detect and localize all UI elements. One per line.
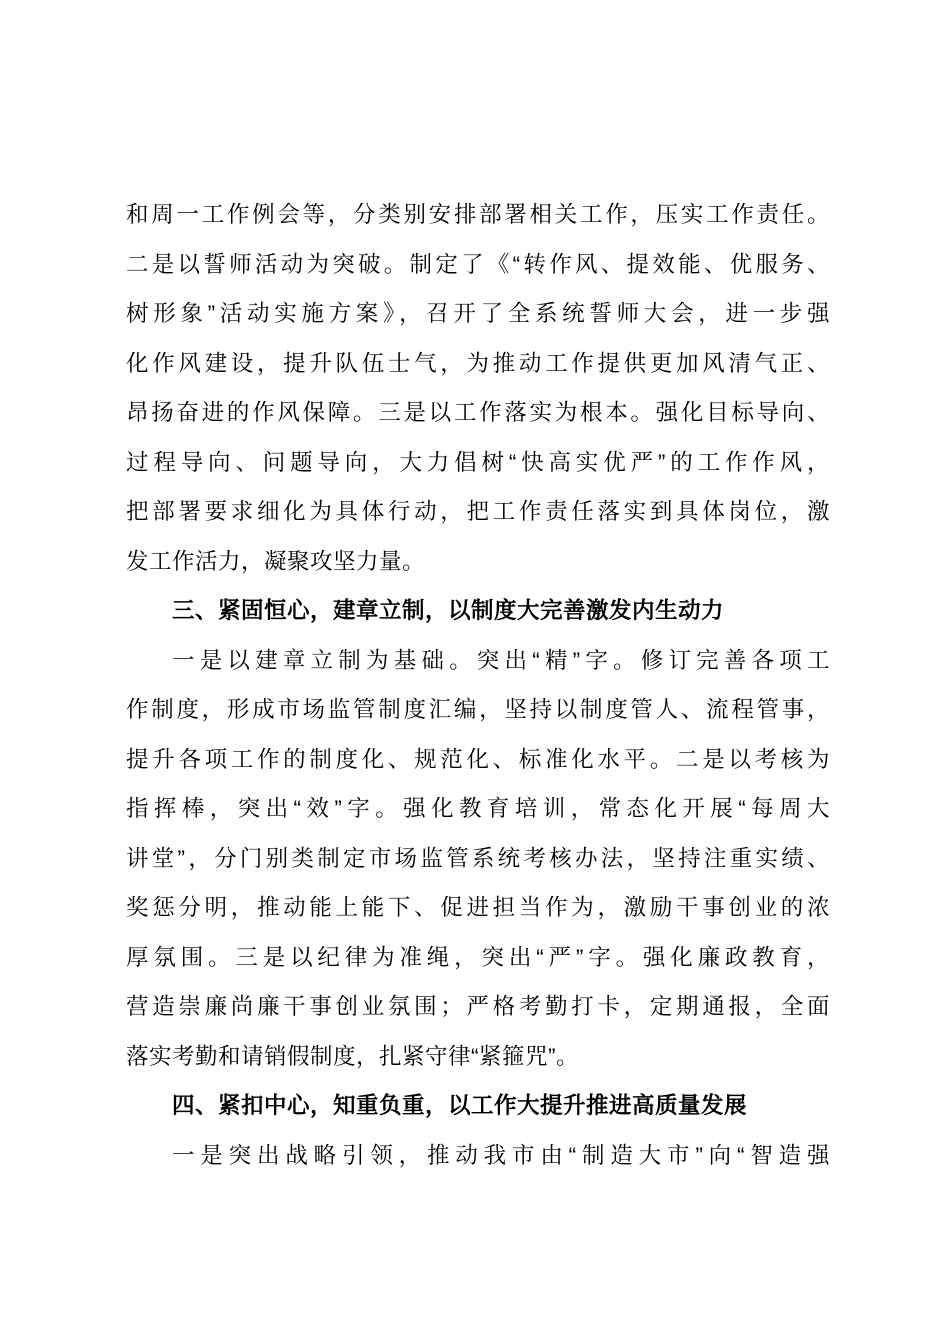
text-line: 二是以誓师活动为突破。制定了《“转作风、提效能、优服务、 (126, 251, 830, 277)
text-line: 一是以建章立制为基础。突出“精”字。修订完善各项工 (172, 647, 830, 673)
section-heading: 三、紧固恒心，建章立制，以制度大完善激发内生动力 (172, 598, 725, 623)
text-line: 一是突出战略引领，推动我市由“制造大市”向“智造强 (172, 1142, 830, 1168)
text-line: 化作风建设，提升队伍士气，为推动工作提供更加风清气正、 (126, 350, 830, 376)
text-line: 过程导向、问题导向，大力倡树“快高实优严”的工作作风， (126, 449, 830, 475)
text-line: 树形象”活动实施方案》，召开了全系统誓师大会，进一步强 (126, 301, 830, 326)
text-line: 昂扬奋进的作风保障。三是以工作落实为根本。强化目标导向、 (126, 400, 830, 425)
text-line: 发工作活力，凝聚攻坚力量。 (126, 548, 426, 574)
text-line: 厚氛围。三是以纪律为准绳，突出“严”字。强化廉政教育， (126, 944, 830, 970)
text-line: 和周一工作例会等，分类别安排部署相关工作，压实工作责任。 (126, 202, 830, 227)
text-line: 讲堂”，分门别类制定市场监管系统考核办法，坚持注重实绩、 (126, 845, 830, 871)
text-line: 奖惩分明，推动能上能下、促进担当作为，激励干事创业的浓 (126, 895, 830, 920)
document-body (126, 190, 830, 1180)
text-line: 提升各项工作的制度化、规范化、标准化水平。二是以考核为 (126, 746, 830, 772)
text-line: 营造崇廉尚廉干事创业氛围；严格考勤打卡，定期通报，全面 (126, 994, 830, 1019)
text-line: 指挥棒，突出“效”字。强化教育培训，常态化开展“每周大 (126, 796, 830, 821)
text-line: 把部署要求细化为具体行动，把工作责任落实到具体岗位，激 (126, 499, 830, 524)
text-line: 作制度，形成市场监管制度汇编，坚持以制度管人、流程管事， (126, 697, 830, 722)
section-heading: 四、紧扣中心，知重负重，以工作大提升推进高质量发展 (172, 1093, 748, 1118)
text-line: 落实考勤和请销假制度，扎紧守律“紧箍咒”。 (126, 1043, 579, 1069)
